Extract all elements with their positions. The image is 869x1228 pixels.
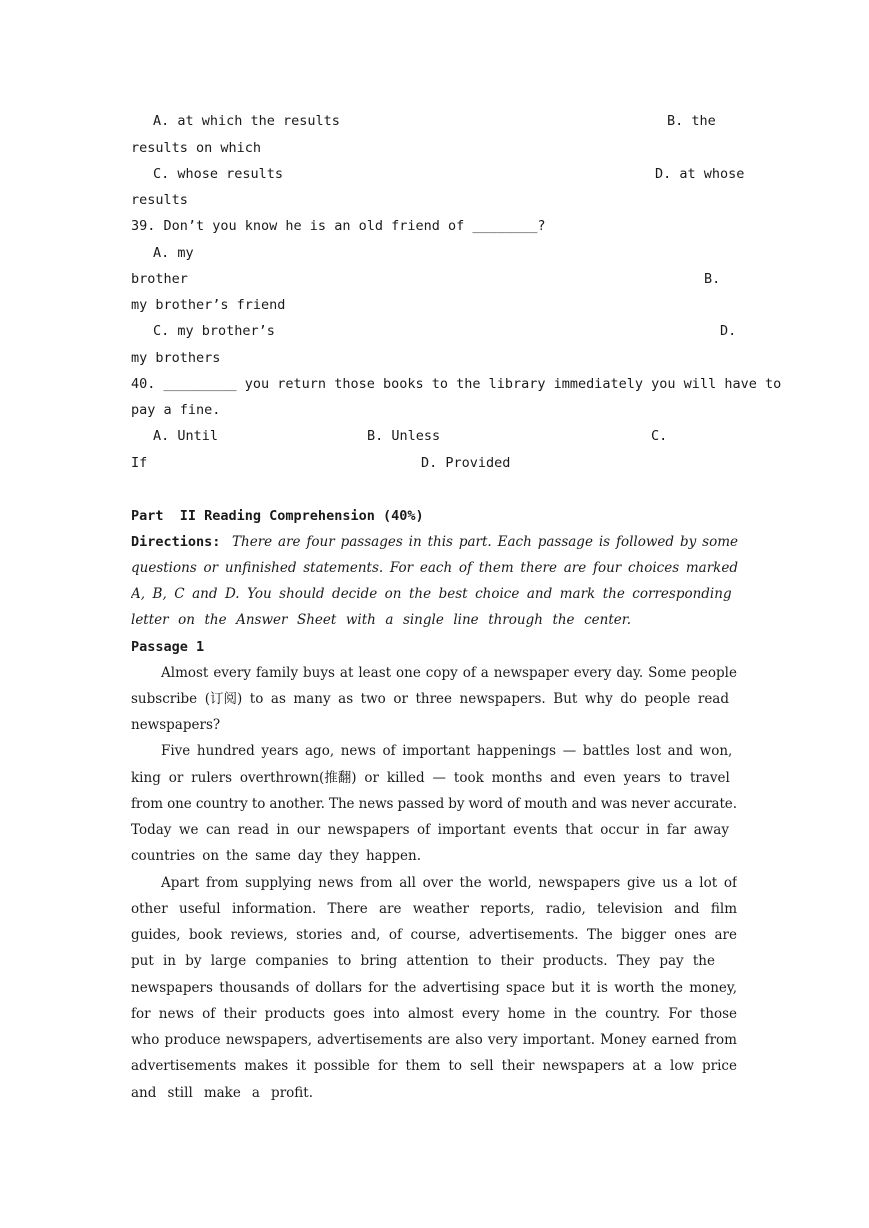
q39-option-a: A. my xyxy=(153,245,194,261)
directions-line-1: There are four passages in this part. Each passage is followed by some xyxy=(232,534,738,550)
q40-option-c-continued: If xyxy=(131,455,148,471)
passage-line: who produce newspapers, advertisements are also very important. Money earned from xyxy=(131,1032,737,1048)
q39-option-a-continued: brother xyxy=(131,271,188,287)
passage-line: Five hundred years ago, news of important happenings — battles lost and won, xyxy=(161,743,733,759)
passage-line: newspapers? xyxy=(131,717,221,733)
directions-line-4: letter on the Answer Sheet with a single line through the center. xyxy=(131,612,631,628)
q39-option-c: C. my brother’s xyxy=(153,323,275,339)
passage-line: for news of their products goes into almost every home in the country. For those xyxy=(131,1006,737,1022)
q40-option-d: D. Provided xyxy=(421,455,511,471)
q38-option-d-continued: results xyxy=(131,192,188,208)
directions-line-3: A, B, C and D. You should decide on the best choice and mark the corresponding xyxy=(131,586,732,602)
section-heading: Part II Reading Comprehension (40%) xyxy=(131,508,424,524)
directions-label: Directions: xyxy=(131,534,221,550)
q40-option-b: B. Unless xyxy=(367,428,441,444)
q39-option-d: D. xyxy=(720,323,737,339)
q40-stem-line-2: pay a fine. xyxy=(131,402,221,418)
q40-option-a: A. Until xyxy=(153,428,219,444)
passage-line: from one country to another. The news passed by word of mouth and was never accurate. xyxy=(131,796,737,812)
passage-line: countries on the same day they happen. xyxy=(131,848,421,864)
passage-line: newspapers thousands of dollars for the advertising space but it is worth the money, xyxy=(131,980,737,996)
passage-line: guides, book reviews, stories and, of course, advertisements. The bigger ones are xyxy=(131,927,737,943)
passage-line: Almost every family buys at least one copy of a newspaper every day. Some people xyxy=(161,665,737,681)
passage-line: other useful information. There are weather reports, radio, television and film xyxy=(131,901,737,917)
q40-stem-line-1 xyxy=(131,375,782,393)
passage-line: advertisements makes it possible for them to sell their newspapers at a low price xyxy=(131,1058,737,1074)
passage-title: Passage 1 xyxy=(131,639,205,655)
q39-option-b-continued: my brother’s friend xyxy=(131,297,286,313)
passage-line: and still make a profit. xyxy=(131,1085,313,1101)
q38-option-b: B. the xyxy=(667,113,716,129)
passage-line: put in by large companies to bring attention to their products. They pay the xyxy=(131,953,715,969)
q39-option-b: B. xyxy=(704,271,721,287)
q40-option-c: C. xyxy=(651,428,668,444)
q38-option-b-continued: results on which xyxy=(131,140,262,156)
passage-line: Apart from supplying news from all over the world, newspapers give us a lot of xyxy=(161,875,737,891)
passage-line: Today we can read in our newspapers of important events that occur in far away xyxy=(131,822,729,838)
q38-option-d: D. at whose xyxy=(655,166,745,182)
directions-line-2: questions or unfinished statements. For each of them there are four choices marked xyxy=(131,560,738,576)
q38-option-c: C. whose results xyxy=(153,166,284,182)
passage-line: king or rulers overthrown(推翻) or killed — took months and even years to travel xyxy=(131,770,730,786)
q39-option-d-continued: my brothers xyxy=(131,350,221,366)
passage-line: subscribe (订阅) to as many as two or three newspapers. But why do people read xyxy=(131,691,729,707)
q38-option-a: A. at which the results xyxy=(153,113,340,129)
q39-stem: 39. Don’t you know he is an old friend of ________? xyxy=(131,218,546,234)
q40-stem-text: 40. _________ you return those books to the library immediately you will have to xyxy=(131,376,782,392)
